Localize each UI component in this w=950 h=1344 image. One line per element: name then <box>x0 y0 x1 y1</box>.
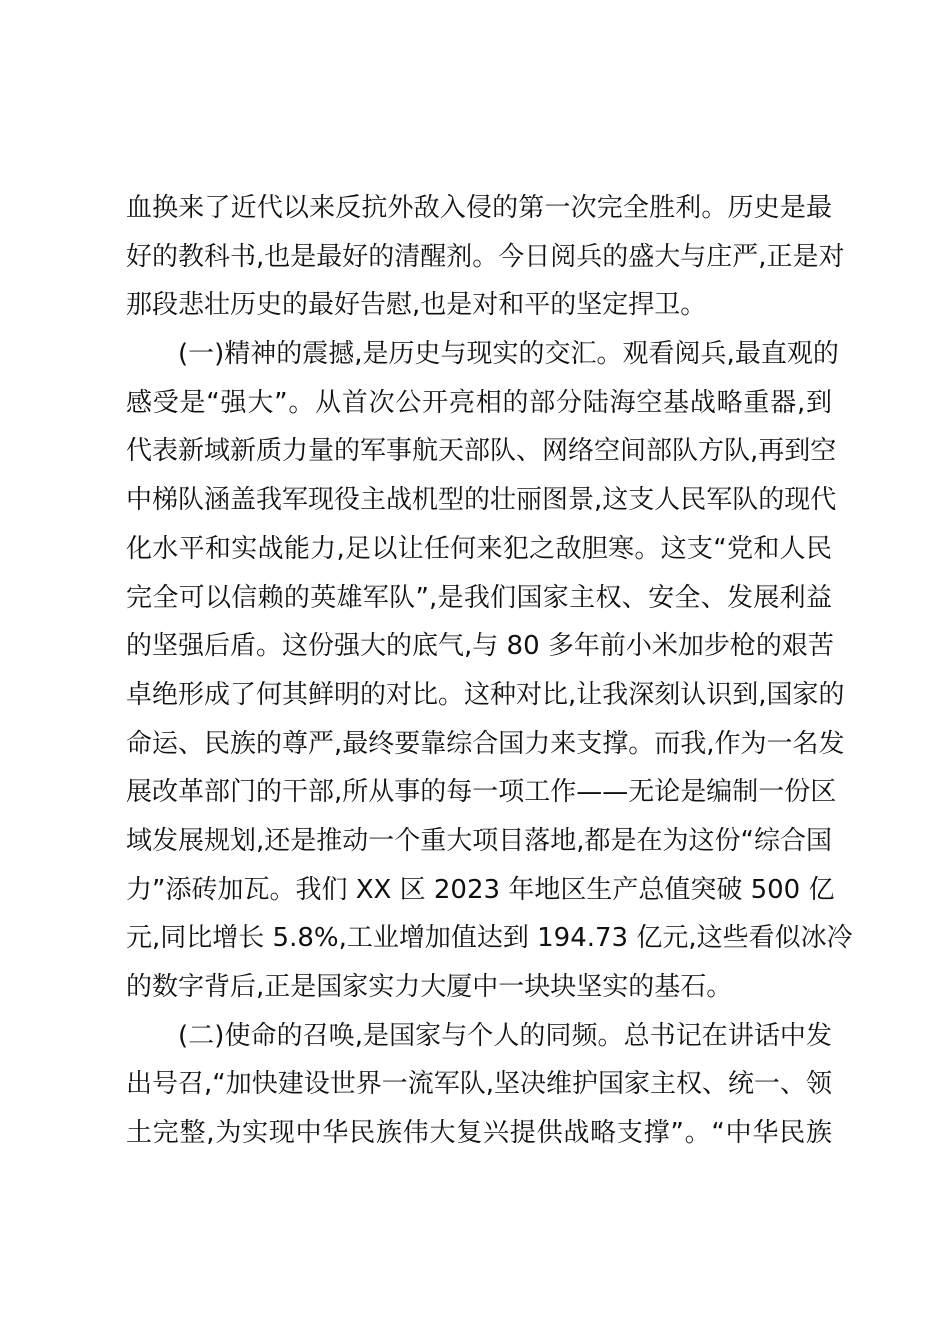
text-line: 展改革部门的干部,所从事的每一项工作——无论是编制一份区 <box>126 777 837 808</box>
text-line: 中梯队涵盖我军现役主战机型的壮丽图景,这支人民军队的现代 <box>126 485 837 516</box>
text-line: 血换来了近代以来反抗外敌入侵的第一次完全胜利。历史是最 <box>126 193 832 223</box>
text-line: 域发展规划,还是推动一个重大项目落地,都是在为这份“综合国 <box>126 825 832 856</box>
text-line: 那段悲壮历史的最好告慰,也是对和平的坚定捍卫。 <box>126 290 707 321</box>
text-line: 好的教科书,也是最好的清醒剂。今日阅兵的盛大与庄严,正是对 <box>126 241 845 272</box>
text-line: 感受是“强大”。从首次公开亮相的部分陆海空基战略重器,到 <box>126 387 832 418</box>
text-line: 的坚强后盾。这份强大的底气,与 80 多年前小米加步枪的艰苦 <box>126 631 834 662</box>
document-body <box>126 186 853 1160</box>
paragraph-section-two <box>126 1014 832 1160</box>
text-line: 出号召,“加快建设世界一流军队,坚决维护国家主权、统一、领 <box>126 1069 832 1100</box>
text-line: 元,同比增长 5.8%,工业增加值达到 194.73 亿元,这些看似冰冷 <box>126 923 853 954</box>
text-line: 化水平和实战能力,足以让任何来犯之敌胆寒。这支“党和人民 <box>126 533 832 564</box>
text-line: 力”添砖加瓦。我们 XX 区 2023 年地区生产总值突破 500 亿 <box>126 874 835 905</box>
text-line: 的数字背后,正是国家实力大厦中一块块坚实的基石。 <box>126 972 733 1002</box>
text-line: 命运、民族的尊严,最终要靠综合国力来支撑。而我,作为一名发 <box>126 728 845 759</box>
text-line: 完全可以信赖的英雄军队”,是我们国家主权、安全、发展利益 <box>126 582 832 613</box>
text-line: (一)精神的震撼,是历史与现实的交汇。观看阅兵,最直观的 <box>178 339 839 370</box>
text-line: 土完整,为实现中华民族伟大复兴提供战略支撑”。“中华民族 <box>126 1118 832 1149</box>
text-line: 卓绝形成了何其鲜明的对比。这种对比,让我深刻认识到,国家的 <box>126 679 845 710</box>
paragraph-continuation <box>126 186 845 332</box>
text-line: (二)使命的召唤,是国家与个人的同频。总书记在讲话中发 <box>178 1020 832 1051</box>
paragraph-section-one <box>126 332 853 1014</box>
text-line: 代表新域新质力量的军事航天部队、网络空间部队方队,再到空 <box>126 436 837 467</box>
